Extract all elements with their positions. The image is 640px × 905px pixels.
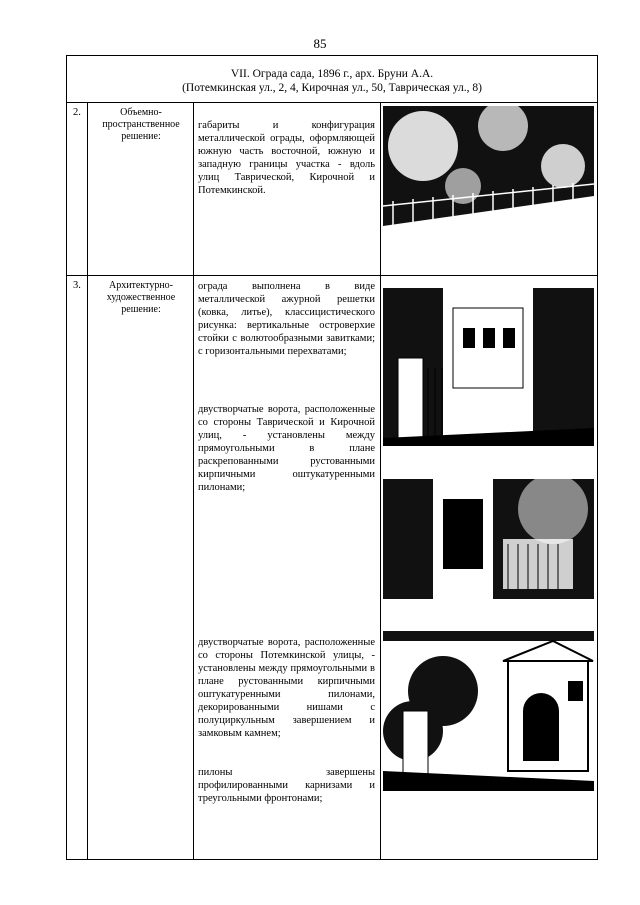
- row-description: двустворчатые ворота, расположенные со стороны Потемкинской улицы, - установлены между прямоугольными в плане рустованными кирпичными оштукатуренными пилонами, декорированными нишами с полуциркульным завершением и замковым камнем;: [198, 637, 375, 739]
- gate-photo: [383, 288, 594, 446]
- monument-table: [66, 55, 598, 860]
- row-name: Объемно-пространственное решение:: [102, 107, 180, 142]
- table-header: [67, 56, 597, 103]
- header-title: VII. Ограда сада, 1896 г., арх. Бруни А.А.: [230, 68, 434, 80]
- row-description: габариты и конфигурация металлической ограды, оформляющей южную часть восточной, южную и западную границы участка - вдоль улиц Таврической, Кирочной и Потемкинской.: [198, 120, 375, 196]
- row-name: Архитектурно-художественное решение:: [106, 280, 176, 315]
- fence-photo: [383, 106, 594, 262]
- column-divider: [87, 102, 88, 859]
- page-number: 85: [313, 36, 327, 51]
- row-description: ограда выполнена в виде металлической ажурной решетки (ковка, литье), классицистического рисунка: вертикальные островерхие стойки с волютообразными завитками; с горизонтальными перехватами;: [198, 281, 375, 357]
- row-number: 2.: [73, 107, 81, 118]
- row-description: пилоны завершены профилированными карнизами и треугольными фронтонами;: [198, 767, 375, 804]
- row-divider: [67, 275, 597, 276]
- row-description: двустворчатые ворота, расположенные со стороны Таврической и Кирочной улиц, - установлены между прямоугольными в плане раскрепованными рустованными кирпичными оштукатуренными пилонами;: [198, 404, 375, 493]
- column-divider: [193, 102, 194, 859]
- column-divider: [380, 102, 381, 859]
- header-address: (Потемкинская ул., 2, 4, Кирочная ул., 50, Таврическая ул., 8): [182, 82, 482, 94]
- pylon-photo: [383, 459, 594, 617]
- row-number: 3.: [73, 280, 81, 291]
- potemkinskaya-gate-photo: [383, 631, 594, 791]
